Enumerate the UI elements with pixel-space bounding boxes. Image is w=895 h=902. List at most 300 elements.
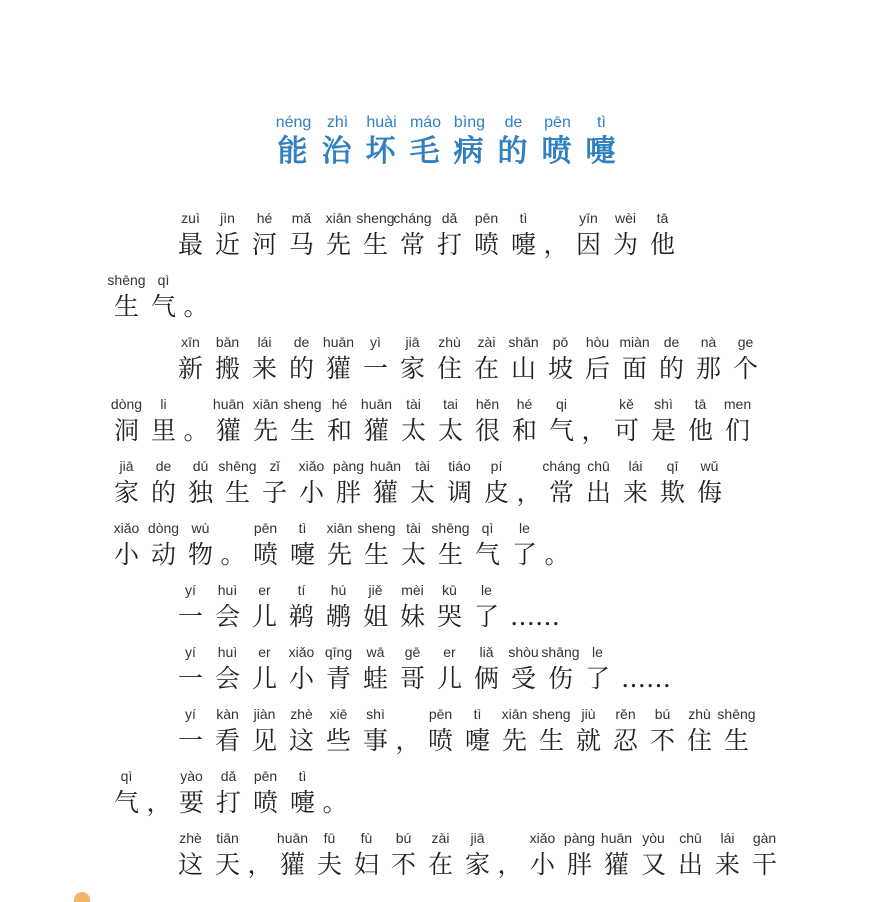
pinyin: tì [519,210,528,226]
hanzi: 见 [251,726,277,755]
hanzi: 会 [214,602,240,631]
text-line [108,394,756,448]
char-cell [246,704,283,758]
pinyin: huān [360,396,393,412]
char-cell [209,332,246,386]
hanzi: 了 [473,602,499,631]
char-cell [718,704,755,758]
title-hanzi: 喷 [541,134,574,169]
pinyin: huān [212,396,245,412]
hanzi: 气 [548,416,574,445]
hanzi: 这 [177,850,203,879]
char-cell [506,394,543,448]
pinyin: zhù [438,334,461,350]
pinyin: le [592,644,603,660]
title-char [448,112,492,170]
pinyin: xiān [252,396,279,412]
hanzi: 因 [575,230,601,259]
char-cell [172,332,209,386]
char-cell [246,828,274,882]
char-cell [645,394,682,448]
char-cell [358,518,395,572]
char-cell [145,766,173,820]
hanzi: 忍 [612,726,638,755]
char-cell [283,642,320,696]
char-cell [284,518,321,572]
pinyin: cháng [393,210,432,226]
pinyin: zuì [181,210,200,226]
pinyin: chū [587,458,610,474]
pinyin: tài [406,520,421,536]
char-cell [422,704,459,758]
hanzi: 獾 [372,478,398,507]
char-cell [210,394,247,448]
char-cell [246,580,283,634]
char-cell [320,208,357,262]
hanzi: 来 [714,850,740,879]
char-cell [247,394,284,448]
hanzi: …… [510,602,560,631]
pinyin: hěn [475,396,500,412]
pinyin: shān [508,334,539,350]
pinyin: wǔ [700,458,719,474]
pinyin: qì [120,768,133,784]
hanzi: 太 [400,416,426,445]
char-cell [579,332,616,386]
hanzi: 獾 [215,416,241,445]
char-cell [321,766,349,820]
pinyin: jiàn [253,706,276,722]
hanzi: 蛙 [362,664,388,693]
pinyin: xiǎo [529,830,556,846]
pinyin: rěn [615,706,636,722]
char-cell [172,580,209,634]
pinyin: dòng [147,520,180,536]
pinyin: lái [720,830,735,846]
char-cell [247,518,284,572]
char-cell [468,642,505,696]
text-line [172,580,565,634]
char-cell [246,208,283,262]
hanzi: 来 [251,354,277,383]
hanzi: 生 [437,540,463,569]
pinyin: huān [322,334,355,350]
pinyin: xiǎo [288,644,315,660]
hanzi: 们 [724,416,750,445]
pinyin: dǎ [441,210,458,226]
char-cell [580,456,617,510]
pinyin: yào [180,768,203,784]
char-cell [330,456,367,510]
hanzi: 常 [548,478,574,507]
char-cell [644,208,681,262]
title-char [492,112,536,170]
title-hanzi: 病 [453,134,486,169]
hanzi: 家 [113,478,139,507]
pinyin: tì [298,520,307,536]
hanzi: 子 [261,478,287,507]
pinyin: yīn [579,210,598,226]
char-cell [209,828,246,882]
hanzi: 气 [113,788,139,817]
hanzi: 不 [649,726,675,755]
pinyin: pàng [563,830,596,846]
pinyin: dú [192,458,209,474]
pinyin: huān [369,458,402,474]
text-line [108,766,349,820]
char-cell [320,332,357,386]
char-cell [145,394,182,448]
pinyin: hé [256,210,273,226]
pinyin: sheng [532,706,571,722]
pinyin: gàn [752,830,777,846]
char-cell [505,580,565,634]
char-cell [395,394,432,448]
hanzi: 妇 [353,850,379,879]
title-char [536,112,580,170]
pinyin: zhù [688,706,711,722]
corner-decoration [74,892,90,902]
hanzi: 家 [464,850,490,879]
hanzi: 生 [723,726,749,755]
char-cell [394,704,422,758]
pinyin: shēng [107,272,146,288]
hanzi: 在 [427,850,453,879]
pinyin: pàng [332,458,365,474]
title-pinyin: huài [366,114,397,131]
pinyin: xīn [181,334,200,350]
char-cell [543,456,580,510]
char-cell [385,828,422,882]
pinyin: cháng [542,458,581,474]
hanzi: 。 [183,292,209,321]
char-cell [709,828,746,882]
hanzi: 姐 [362,602,388,631]
hanzi: 了 [511,540,537,569]
hanzi: 小 [113,540,139,569]
hanzi: 。 [220,540,246,569]
char-cell [598,828,635,882]
pinyin: jiā [470,830,485,846]
hanzi: 俩 [473,664,499,693]
char-cell [108,394,145,448]
char-cell [145,270,182,324]
char-cell [172,642,209,696]
hanzi: 出 [677,850,703,879]
pinyin: de [155,458,172,474]
hanzi: 生 [363,540,389,569]
pinyin: pēn [428,706,453,722]
hanzi: 的 [288,354,314,383]
char-cell [311,828,348,882]
char-cell [468,580,505,634]
pinyin: zhè [290,706,313,722]
hanzi: 河 [251,230,277,259]
pinyin: yí [185,706,196,722]
pinyin: qī [666,458,679,474]
char-cell [108,456,145,510]
hanzi: 会 [214,664,240,693]
pinyin: zài [431,830,450,846]
hanzi: 气 [150,292,176,321]
hanzi: 家 [399,354,425,383]
char-cell [561,828,598,882]
hanzi: 哭 [436,602,462,631]
char-cell [542,332,579,386]
char-cell [654,456,691,510]
hanzi: 个 [732,354,758,383]
char-cell [459,704,496,758]
char-cell [505,332,542,386]
char-cell [459,828,496,882]
hanzi: 小 [288,664,314,693]
pinyin: tì [298,768,307,784]
char-cell [506,518,543,572]
hanzi: 是 [650,416,676,445]
hanzi: 小 [298,478,324,507]
pinyin: yí [185,644,196,660]
pinyin: shòu [508,644,539,660]
hanzi: ， [497,850,523,879]
hanzi: 后 [584,354,610,383]
char-cell [644,704,681,758]
hanzi: 又 [640,850,666,879]
pinyin: pēn [253,520,278,536]
char-cell [570,704,607,758]
char-cell [394,332,431,386]
char-cell [432,394,469,448]
char-cell [570,208,607,262]
char-cell [431,332,468,386]
hanzi: 太 [437,416,463,445]
title-hanzi: 毛 [409,134,442,169]
hanzi: 喷 [473,230,499,259]
title-pinyin: pēn [544,114,571,131]
pinyin: xiǎo [298,458,325,474]
pinyin: er [443,644,456,660]
char-cell [283,704,320,758]
pinyin: le [519,520,530,536]
hanzi: 嚏 [289,788,315,817]
hanzi: 马 [288,230,314,259]
char-cell [682,394,719,448]
pinyin: chū [679,830,702,846]
pinyin: sheng [357,520,396,536]
char-cell [283,332,320,386]
hanzi: 搬 [214,354,240,383]
hanzi: 獾 [325,354,351,383]
hanzi: 为 [612,230,638,259]
pinyin: wèi [614,210,636,226]
hanzi: 太 [400,540,426,569]
hanzi: 先 [326,540,352,569]
char-cell [321,394,358,448]
hanzi: 一 [362,354,388,383]
pinyin: huān [600,830,633,846]
hanzi: 哥 [399,664,425,693]
pinyin: nà [700,334,717,350]
hanzi: 一 [177,602,203,631]
pinyin: li [160,396,167,412]
pinyin: sheng [283,396,322,412]
char-cell [367,456,404,510]
pinyin: mǎ [291,210,312,226]
char-cell [182,518,219,572]
hanzi: 生 [113,292,139,321]
char-cell [320,704,357,758]
char-cell [607,208,644,262]
hanzi: 夫 [316,850,342,879]
char-cell [209,580,246,634]
char-cell [580,394,608,448]
char-cell [246,332,283,386]
char-cell [431,580,468,634]
pinyin: lái [628,458,643,474]
hanzi: 青 [325,664,351,693]
title-char [272,112,316,170]
title-pinyin: néng [275,114,312,131]
char-cell [681,704,718,758]
char-cell [209,704,246,758]
char-cell [727,332,764,386]
char-cell [395,518,432,572]
title-hanzi: 的 [497,134,530,169]
hanzi: 鹕 [325,602,351,631]
hanzi: 里 [150,416,176,445]
hanzi: 喷 [252,540,278,569]
title-pinyin: de [504,114,523,131]
hanzi: 獾 [279,850,305,879]
pinyin: xiǎo [113,520,140,536]
pinyin: bú [654,706,671,722]
hanzi: 打 [436,230,462,259]
hanzi: 就 [575,726,601,755]
hanzi: 这 [288,726,314,755]
hanzi: 欺 [659,478,685,507]
hanzi: 。 [322,788,348,817]
hanzi: 山 [510,354,536,383]
pinyin: ge [737,334,754,350]
pinyin: xiān [501,706,528,722]
hanzi: 嚏 [510,230,536,259]
hanzi: 受 [510,664,536,693]
char-cell [691,456,728,510]
char-cell [543,394,580,448]
pinyin: xiān [325,210,352,226]
char-cell [469,518,506,572]
hanzi: 生 [362,230,388,259]
hanzi: 先 [501,726,527,755]
char-cell [247,766,284,820]
char-cell [542,642,579,696]
hanzi: 他 [687,416,713,445]
hanzi: 调 [446,478,472,507]
title-char [580,112,624,170]
char-cell [348,828,385,882]
pinyin: huì [217,644,238,660]
hanzi: 出 [585,478,611,507]
char-cell [542,208,570,262]
pinyin: kě [619,396,634,412]
pinyin: zài [477,334,496,350]
hanzi: 胖 [566,850,592,879]
char-cell [515,456,543,510]
title-pinyin: zhì [326,114,349,131]
hanzi: 太 [409,478,435,507]
hanzi: 来 [622,478,648,507]
text-line [172,642,676,696]
hanzi: 生 [224,478,250,507]
char-cell [210,766,247,820]
pinyin: qi [556,396,567,412]
char-cell [357,704,394,758]
char-cell [746,828,783,882]
title-hanzi: 治 [321,134,354,169]
char-cell [246,642,283,696]
pinyin: tā [656,210,669,226]
pinyin: shēng [218,458,257,474]
char-cell [320,642,357,696]
char-cell [524,828,561,882]
hanzi: ， [146,788,172,817]
pinyin: mèi [401,582,424,598]
char-cell [616,642,676,696]
pinyin: jiù [581,706,596,722]
hanzi: 小 [529,850,555,879]
hanzi: 一 [177,664,203,693]
hanzi: 。 [544,540,570,569]
hanzi: 生 [289,416,315,445]
pinyin: zǐ [269,458,280,474]
char-cell [394,580,431,634]
hanzi: 喷 [252,788,278,817]
pinyin: bān [215,334,240,350]
hanzi: 动 [150,540,176,569]
char-cell [108,518,145,572]
pinyin: tai [443,396,458,412]
pinyin: fū [323,830,336,846]
text-line [172,208,681,262]
pinyin: jiā [405,334,420,350]
text-line [108,518,571,572]
hanzi: 洞 [113,416,139,445]
hanzi: 嚏 [464,726,490,755]
pinyin: qì [481,520,494,536]
hanzi: ， [543,230,569,259]
text-line [172,704,755,758]
hanzi: 打 [215,788,241,817]
hanzi: 最 [177,230,203,259]
char-cell [256,456,293,510]
hanzi: 喷 [427,726,453,755]
hanzi: 的 [658,354,684,383]
pinyin: pō [552,334,569,350]
hanzi: 独 [187,478,213,507]
hanzi: 皮 [483,478,509,507]
char-cell [219,518,247,572]
hanzi: 鹈 [288,602,314,631]
char-cell [172,208,209,262]
char-cell [108,766,145,820]
pinyin: xiān [326,520,353,536]
pinyin: shēng [431,520,470,536]
hanzi: 他 [649,230,675,259]
text-line [108,270,210,324]
pinyin: zhè [179,830,202,846]
pinyin: fù [360,830,373,846]
char-cell [182,270,210,324]
hanzi: ， [395,726,421,755]
